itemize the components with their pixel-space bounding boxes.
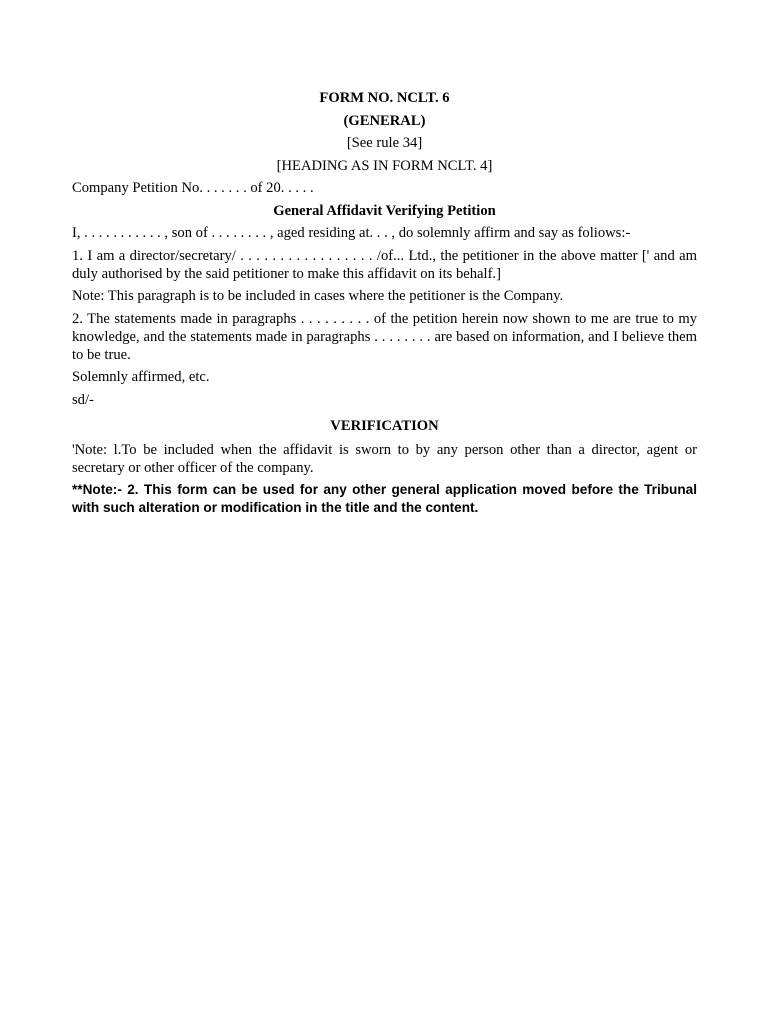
intro-paragraph: I, . . . . . . . . . . . , son of . . . . . . . . , aged residing at. . . , do solemnly affirm and say as foliows:-: [72, 225, 631, 241]
paragraph-2: 2. The statements made in paragraphs . . . . . . . . . of the petition herein now shown to me are true to my knowledge, and the statements made in paragraphs . . . . . . . . are based on information, and I believe them to be true.: [72, 310, 697, 363]
affidavit-title: General Affidavit Verifying Petition: [273, 202, 496, 219]
verification-title: VERIFICATION: [330, 417, 439, 434]
affirmation-line: Solemnly affirmed, etc.: [72, 369, 210, 385]
form-number: FORM NO. NCLT. 6: [319, 90, 450, 106]
verification-note-2: **Note:- 2. This form can be used for any other general application moved before the Tribunal with such alteration or modification in the title and the content.: [72, 482, 697, 515]
note-paragraph: Note: This paragraph is to be included in cases where the petitioner is the Company.: [72, 288, 564, 304]
heading-reference: [HEADING AS IN FORM NCLT. 4]: [276, 157, 493, 174]
verification-note-1: 'Note: l.To be included when the affidavit is sworn to by any person other than a director, agent or secretary or other officer of the company.: [72, 441, 697, 476]
paragraph-1: 1. I am a director/secretary/ . . . . . . . . . . . . . . . . . /of... Ltd., the petitioner in the above matter [' and am duly authorised by the said petitioner to make this affidavit on its behalf.]: [72, 247, 697, 282]
document-page: [72, 89, 697, 517]
petition-number-line: Company Petition No. . . . . . . of 20. . . . .: [72, 180, 314, 196]
form-category: (GENERAL): [343, 112, 426, 129]
rule-reference: [See rule 34]: [346, 135, 423, 151]
signature-line: sd/-: [72, 391, 94, 408]
